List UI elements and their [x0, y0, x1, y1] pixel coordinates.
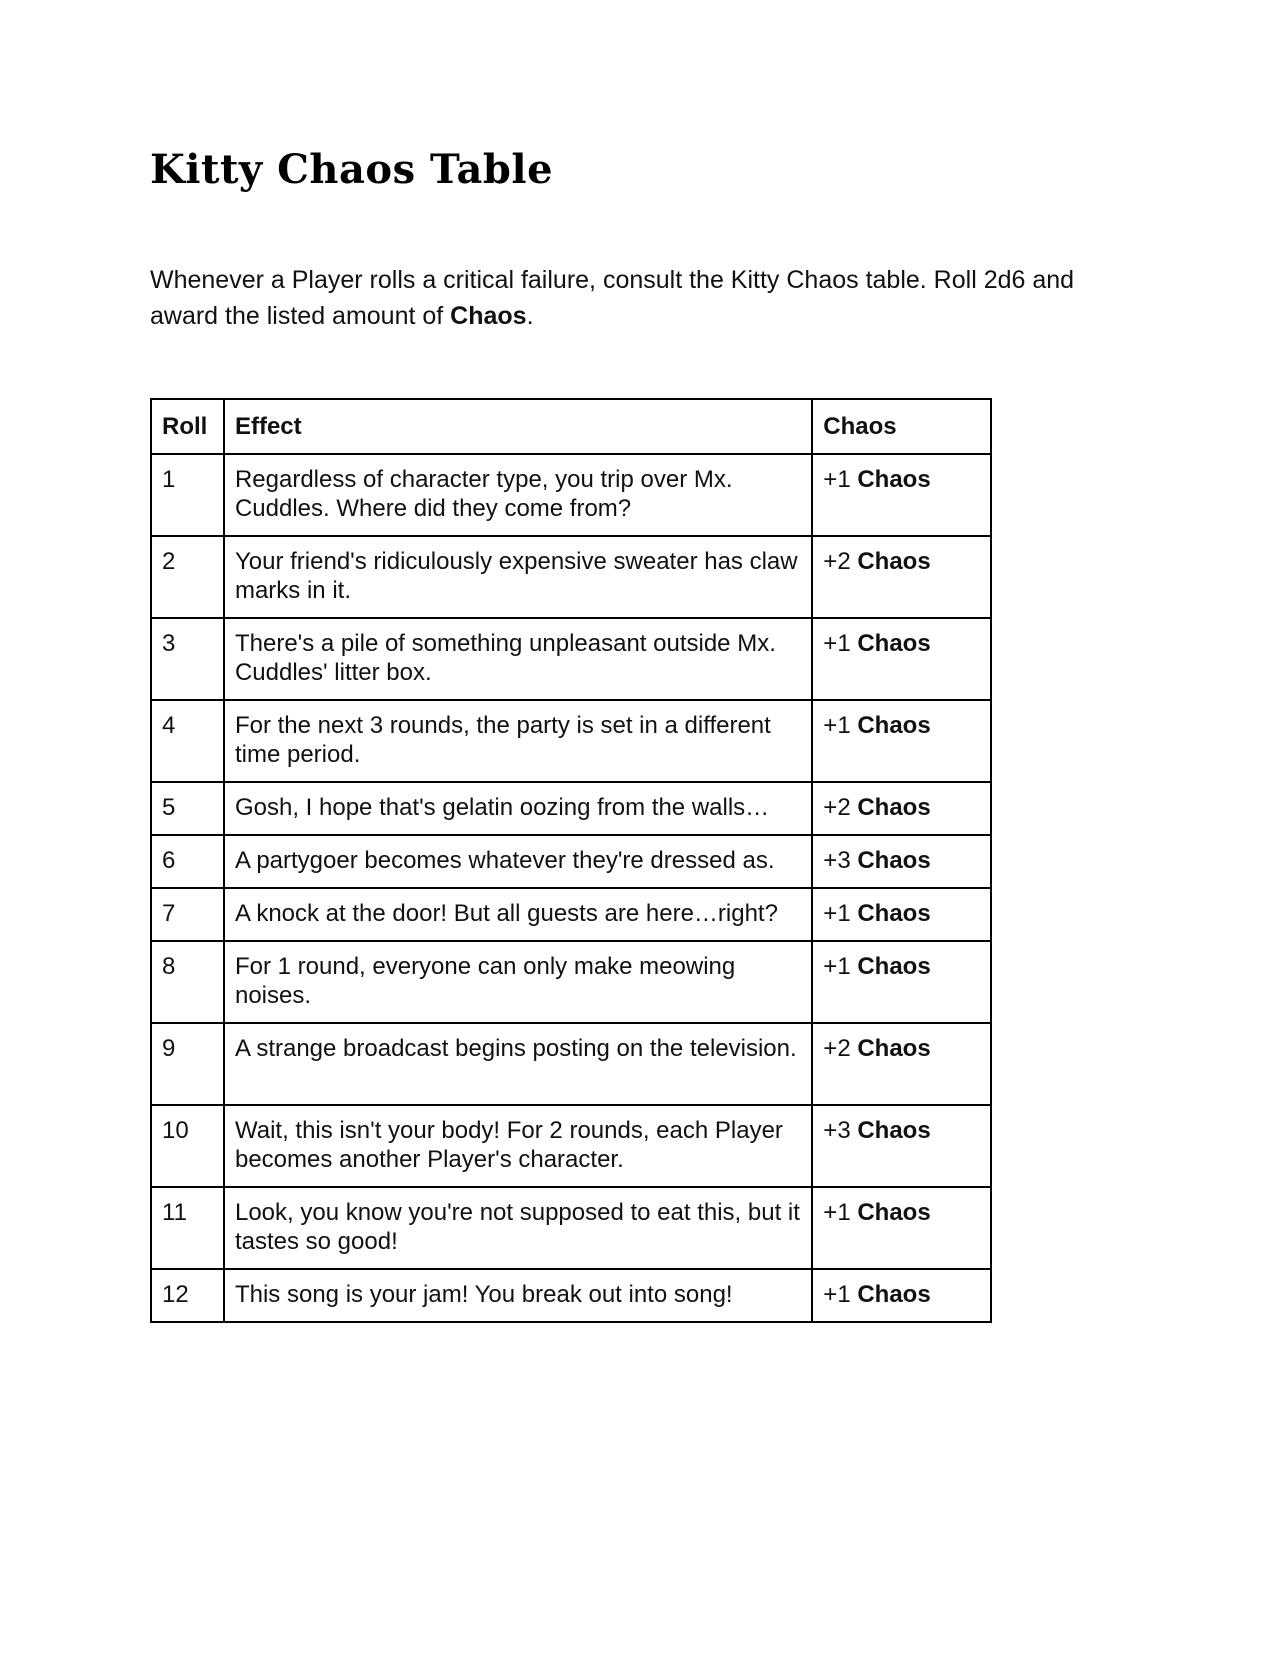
chaos-cell: [812, 1269, 991, 1322]
table-row: [151, 1105, 991, 1187]
chaos-cell: [812, 835, 991, 888]
chaos-cell: [812, 941, 991, 1023]
effect-cell: Look, you know you're not supposed to eat this, but it tastes so good!: [224, 1187, 812, 1269]
header-chaos: Chaos: [812, 399, 991, 454]
roll-cell: 5: [151, 782, 224, 835]
chaos-unit: Chaos: [857, 466, 931, 493]
table-row: [151, 888, 991, 941]
chaos-unit: Chaos: [857, 1117, 931, 1144]
header-effect: Effect: [224, 399, 812, 454]
chaos-unit: Chaos: [857, 1035, 931, 1062]
effect-cell: Regardless of character type, you trip over Mx. Cuddles. Where did they come from?: [224, 454, 812, 536]
effect-cell: Gosh, I hope that's gelatin oozing from the walls…: [224, 782, 812, 835]
chaos-amount: +2: [823, 548, 851, 575]
table-row: [151, 536, 991, 618]
chaos-amount: +2: [823, 794, 851, 821]
table-header-row: [151, 399, 991, 454]
roll-cell: 4: [151, 700, 224, 782]
effect-cell: Your friend's ridiculously expensive sweater has claw marks in it.: [224, 536, 812, 618]
effect-cell: A partygoer becomes whatever they're dressed as.: [224, 835, 812, 888]
chaos-amount: +1: [823, 630, 851, 657]
chaos-unit: Chaos: [857, 953, 931, 980]
intro-paragraph: [150, 262, 1140, 334]
table-row: [151, 782, 991, 835]
effect-cell: There's a pile of something unpleasant outside Mx. Cuddles' litter box.: [224, 618, 812, 700]
roll-cell: 1: [151, 454, 224, 536]
chaos-amount: +3: [823, 847, 851, 874]
chaos-amount: +1: [823, 900, 851, 927]
chaos-cell: [812, 536, 991, 618]
effect-cell: For the next 3 rounds, the party is set in a different time period.: [224, 700, 812, 782]
roll-cell: 9: [151, 1023, 224, 1105]
chaos-cell: [812, 888, 991, 941]
roll-cell: 11: [151, 1187, 224, 1269]
chaos-unit: Chaos: [857, 712, 931, 739]
roll-cell: 7: [151, 888, 224, 941]
effect-cell: Wait, this isn't your body! For 2 rounds, each Player becomes another Player's character.: [224, 1105, 812, 1187]
chaos-cell: [812, 1187, 991, 1269]
roll-cell: 10: [151, 1105, 224, 1187]
chaos-amount: +1: [823, 1281, 851, 1308]
roll-cell: 8: [151, 941, 224, 1023]
chaos-cell: [812, 1023, 991, 1105]
table-row: [151, 941, 991, 1023]
chaos-amount: +1: [823, 466, 851, 493]
header-roll: Roll: [151, 399, 224, 454]
table-row: [151, 1269, 991, 1322]
roll-cell: 3: [151, 618, 224, 700]
chaos-unit: Chaos: [857, 630, 931, 657]
roll-cell: 6: [151, 835, 224, 888]
chaos-amount: +1: [823, 953, 851, 980]
roll-cell: 2: [151, 536, 224, 618]
effect-cell: This song is your jam! You break out into song!: [224, 1269, 812, 1322]
table-row: [151, 700, 991, 782]
chaos-unit: Chaos: [857, 1281, 931, 1308]
page-title: Kitty Chaos Table: [150, 146, 554, 193]
chaos-cell: [812, 618, 991, 700]
intro-bold-word: Chaos: [450, 302, 527, 330]
effect-cell: A strange broadcast begins posting on the television.: [224, 1023, 812, 1105]
chaos-unit: Chaos: [857, 1199, 931, 1226]
chaos-amount: +2: [823, 1035, 851, 1062]
intro-text: Whenever a Player rolls a critical failure, consult the Kitty Chaos table. Roll 2d6 and award the listed amount of: [150, 266, 1075, 330]
table-row: [151, 835, 991, 888]
intro-text-end: .: [526, 302, 534, 330]
chaos-unit: Chaos: [857, 794, 931, 821]
effect-cell: A knock at the door! But all guests are here…right?: [224, 888, 812, 941]
chaos-cell: [812, 782, 991, 835]
table-row: [151, 1023, 991, 1105]
chaos-amount: +1: [823, 1199, 851, 1226]
roll-cell: 12: [151, 1269, 224, 1322]
chaos-unit: Chaos: [857, 548, 931, 575]
effect-cell: For 1 round, everyone can only make meowing noises.: [224, 941, 812, 1023]
chaos-cell: [812, 700, 991, 782]
chaos-unit: Chaos: [857, 847, 931, 874]
chaos-amount: +3: [823, 1117, 851, 1144]
chaos-cell: [812, 454, 991, 536]
kitty-chaos-table: [150, 398, 992, 1323]
chaos-amount: +1: [823, 712, 851, 739]
chaos-cell: [812, 1105, 991, 1187]
chaos-unit: Chaos: [857, 900, 931, 927]
table-row: [151, 1187, 991, 1269]
table-row: [151, 618, 991, 700]
table-row: [151, 454, 991, 536]
